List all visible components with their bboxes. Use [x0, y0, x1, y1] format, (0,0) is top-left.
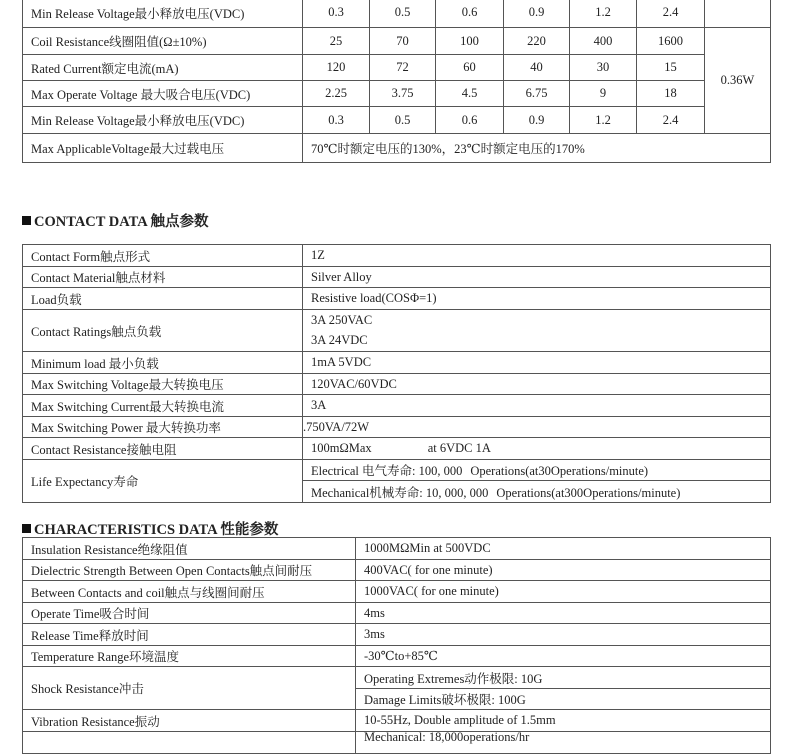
cell: 4.5	[436, 81, 504, 107]
table-row	[23, 667, 771, 689]
table-row	[23, 352, 771, 374]
cell: 1mA 5VDC	[303, 352, 771, 374]
cell: 25	[303, 28, 370, 55]
cell: 3A 250VAC	[303, 310, 771, 331]
row-label: Release Time释放时间	[23, 624, 356, 646]
cell: 4ms	[356, 603, 771, 624]
cell: 3A 24VDC	[303, 331, 771, 352]
cell: 10-55Hz, Double amplitude of 1.5mm	[356, 710, 771, 732]
table-row	[23, 438, 771, 460]
row-label: Life Expectancy寿命	[23, 460, 303, 503]
row-label: Contact Ratings触点负载	[23, 310, 303, 352]
row-label: Max Switching Power 最大转换功率	[23, 417, 303, 438]
cell: 70	[370, 28, 436, 55]
table-row	[23, 310, 771, 331]
table-row	[23, 28, 771, 55]
cell: 60	[436, 55, 504, 81]
row-label: Min Release Voltage最小释放电压(VDC)	[23, 107, 303, 134]
cell: 6.75	[504, 81, 570, 107]
cell: 0.3	[303, 0, 370, 28]
cell: 120VAC/60VDC	[303, 374, 771, 395]
electrical-life: Electrical 电气寿命: 100, 000	[311, 464, 463, 478]
row-label: Load负载	[23, 288, 303, 310]
contact-data-table	[22, 244, 771, 503]
table-row	[23, 646, 771, 667]
cell: 15	[637, 55, 705, 81]
cell: Resistive load(COSΦ=1)	[303, 288, 771, 310]
cell: 0.9	[504, 0, 570, 28]
cell: 0.6	[436, 107, 504, 134]
cell: 220	[504, 28, 570, 55]
cell: 0.5	[370, 0, 436, 28]
cell: 0.3	[303, 107, 370, 134]
row-label: Contact Form触点形式	[23, 245, 303, 267]
section-title-text: CHARACTERISTICS DATA 性能参数	[34, 522, 279, 538]
cell: 3.75	[370, 81, 436, 107]
table-row	[23, 538, 771, 560]
cell: 40	[504, 55, 570, 81]
table-row	[23, 81, 771, 107]
cell: 3A	[303, 395, 771, 417]
cell: 18	[637, 81, 705, 107]
resistance-value: 100mΩMax	[311, 441, 372, 455]
table-row	[23, 395, 771, 417]
cell: 2.4	[637, 107, 705, 134]
cell: 2.25	[303, 81, 370, 107]
table-row	[23, 581, 771, 603]
table-row	[23, 603, 771, 624]
table-row	[23, 460, 771, 481]
table-row	[23, 267, 771, 288]
row-label: Temperature Range环境温度	[23, 646, 356, 667]
section-title-characteristics	[22, 518, 278, 539]
section-title-text: CONTACT DATA 触点参数	[34, 214, 209, 230]
cell: Silver Alloy	[303, 267, 771, 288]
table-row	[23, 374, 771, 395]
cell: 3ms	[356, 624, 771, 646]
table-row	[23, 55, 771, 81]
row-label: Vibration Resistance振动	[23, 710, 356, 732]
row-label: Insulation Resistance绝缘阻值	[23, 538, 356, 560]
row-label: Dielectric Strength Between Open Contacts触点间耐压	[23, 560, 356, 581]
characteristics-data-table	[22, 537, 771, 754]
resistance-condition: at 6VDC 1A	[427, 441, 491, 455]
cell: 0.5	[370, 107, 436, 134]
table-row	[23, 560, 771, 581]
table-row	[23, 134, 771, 163]
cell: 120	[303, 55, 370, 81]
cell: 1600	[637, 28, 705, 55]
table-row	[23, 0, 771, 28]
cell: Mechanical: 18,000operations/hr	[356, 732, 771, 754]
row-label: Between Contacts and coil触点与线圈间耐压	[23, 581, 356, 603]
row-label: Minimum load 最小负载	[23, 352, 303, 374]
cell: 400	[570, 28, 637, 55]
cell: .750VA/72W	[303, 417, 771, 438]
cell: -30℃to+85℃	[356, 646, 771, 667]
cell: Damage Limits破坏极限: 100G	[356, 689, 771, 710]
cell: 100	[436, 28, 504, 55]
coil-data-table	[22, 0, 771, 163]
cell: 30	[570, 55, 637, 81]
square-bullet-icon	[22, 216, 31, 225]
cell: 0.6	[436, 0, 504, 28]
row-label: Operate Time吸合时间	[23, 603, 356, 624]
cell: 1.2	[570, 107, 637, 134]
power-cell: 0.36W	[705, 28, 771, 134]
cell: 1000MΩMin at 500VDC	[356, 538, 771, 560]
row-label: Max Switching Current最大转换电流	[23, 395, 303, 417]
mechanical-life: Mechanical机械寿命: 10, 000, 000	[311, 485, 489, 500]
table-row	[23, 245, 771, 267]
table-row	[23, 107, 771, 134]
cell: 1Z	[303, 245, 771, 267]
cell: 1.2	[570, 0, 637, 28]
row-label: Max Switching Voltage最大转换电压	[23, 374, 303, 395]
blank-cell	[705, 0, 771, 28]
table-row	[23, 710, 771, 732]
cell: 72	[370, 55, 436, 81]
row-label: Max ApplicableVoltage最大过载电压	[23, 134, 303, 163]
square-bullet-icon	[22, 524, 31, 533]
electrical-ops: Operations(at30Operations/minute)	[470, 464, 649, 478]
cell: 1000VAC( for one minute)	[356, 581, 771, 603]
row-label: Min Release Voltage最小释放电压(VDC)	[23, 0, 303, 28]
section-title-contact	[22, 210, 209, 231]
table-row	[23, 624, 771, 646]
cell	[303, 438, 771, 460]
row-label: Coil Resistance线圈阻值(Ω±10%)	[23, 28, 303, 55]
cell	[303, 460, 771, 481]
row-label: Contact Resistance接触电阻	[23, 438, 303, 460]
cell	[303, 481, 771, 503]
row-label: Rated Current额定电流(mA)	[23, 55, 303, 81]
cell: 2.4	[637, 0, 705, 28]
row-label: Max Operate Voltage 最大吸合电压(VDC)	[23, 81, 303, 107]
table-row	[23, 417, 771, 438]
mechanical-ops: Operations(at300Operations/minute)	[496, 485, 681, 500]
cell: 400VAC( for one minute)	[356, 560, 771, 581]
row-label: Contact Material触点材料	[23, 267, 303, 288]
cell: 70℃时额定电压的130%，23℃时额定电压的170%	[303, 134, 771, 163]
cell: Operating Extremes动作极限: 10G	[356, 667, 771, 689]
row-label: Shock Resistance冲击	[23, 667, 356, 710]
cell: 0.9	[504, 107, 570, 134]
table-row	[23, 288, 771, 310]
cell: 9	[570, 81, 637, 107]
